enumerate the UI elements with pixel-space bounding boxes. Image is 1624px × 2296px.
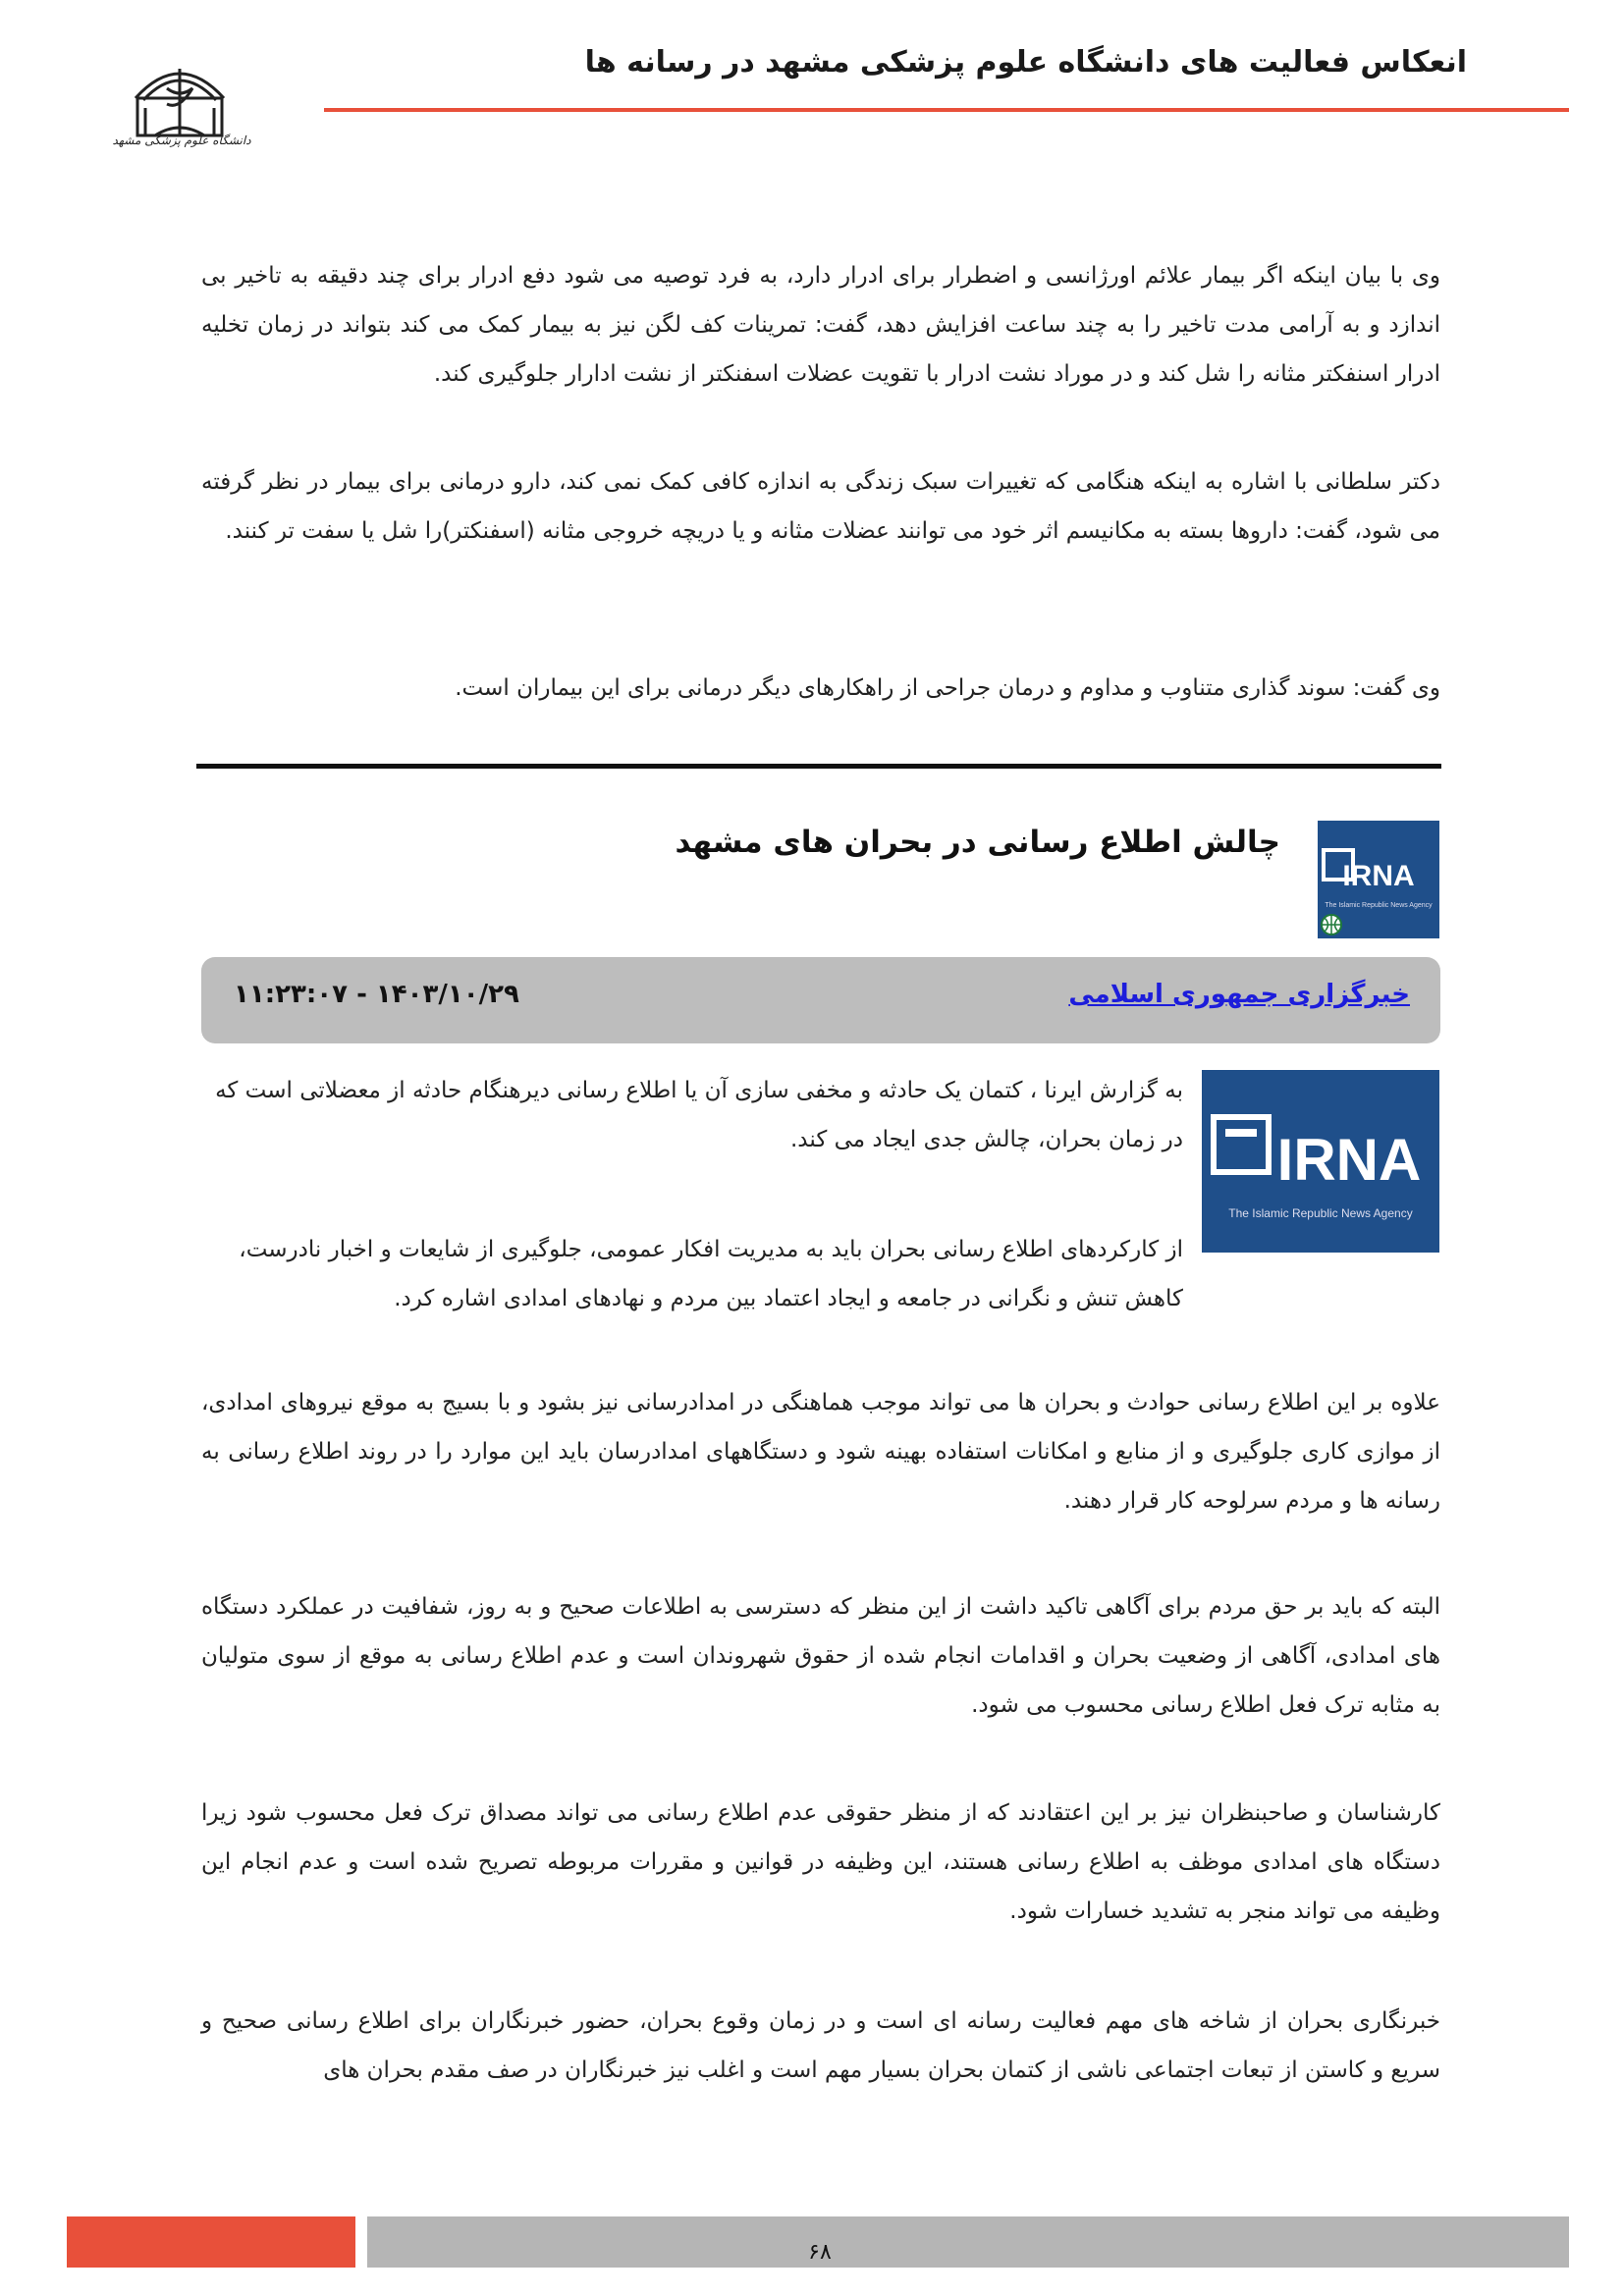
footer-accent-bar — [67, 2216, 355, 2268]
university-emblem-icon — [116, 39, 244, 167]
university-logo — [112, 39, 251, 167]
footer-gray-bar — [367, 2216, 1569, 2268]
paragraph: البته که باید بر حق مردم برای آگاهی تاکید داشت از این منظر که دسترسی به اطلاعات صحیح و به روز، شفافیت در عملکرد دستگاه های امدادی، آگاهی از وضعیت بحران و اقدامات انجام شده از حقوق شهروندان است و عدم اطلاع رسانی به موقع از سوی متولیان به مثابه ترک فعل اطلاع رسانی محسوب می شود. — [201, 1594, 1440, 1718]
section-separator — [196, 764, 1441, 769]
paragraph: به گزارش ایرنا ، کتمان یک حادثه و مخفی سازی آن یا اطلاع رسانی دیرهنگام حادثه از معضلاتی است که در زمان بحران، چالش جدی ایجاد می کند. — [215, 1078, 1183, 1152]
news-title: چالش اطلاع رسانی در بحران های مشهد — [675, 825, 1280, 860]
news-datetime: ۱۴۰۳/۱۰/۲۹ - ۱۱:۲۳:۰۷ — [234, 980, 519, 1009]
logo-caption: دانشگاه علوم پزشکی مشهد — [112, 133, 251, 147]
paragraph: خبرنگاری بحران از شاخه های مهم فعالیت رسانه ای است و در زمان وقوع بحران، حضور خبرنگاران برای اطلاع رسانی صحیح و سریع و کاستن از تبعات اجتماعی ناشی از کتمان بحران بسیار مهم است و اغلب نیز خبرنگاران در صف مقدم بحران های — [201, 2008, 1440, 2083]
irna-logo-large — [1202, 1070, 1439, 1253]
paragraph: دکتر سلطانی با اشاره به اینکه هنگامی که تغییرات سبک زندگی به اندازه کافی کمک نمی کند، دارو درمانی برای بیمار در نظر گرفته می شود، گفت: داروها بسته به مکانیسم اثر خود می توانند عضلات مثانه و یا دریچه خروجی مثانه (اسفنکتر)را شل یا سفت تر کنند. — [201, 469, 1440, 544]
paragraph: علاوه بر این اطلاع رسانی حوادث و بحران ها می تواند موجب هماهنگی در امدادرسانی نیز بشود و با بسیج به موقع نیروهای امدادی، از موازی کاری جلوگیری و از منابع و امکانات استفاده بهینه شود و دستگاههای امدادرسان باید این موارد را در روند اطلاع رسانی به رسانه ها و مردم سرلوحه کار قرار دهند. — [201, 1390, 1440, 1514]
irna-logo-small — [1318, 821, 1439, 938]
paragraph: وی با بیان اینکه اگر بیمار علائم اورژانسی و اضطرار برای ادرار دارد، به فرد توصیه می شود دفع ادرار برای چند دقیقه به تاخیر بی اندازد و به آرامی مدت تاخیر را به چند ساعت افزایش دهد، گفت: تمرینات کف لگن نیز به بیمار کمک می کند بتواند در زمان تخلیه ادرار اسنفکتر مثانه را شل کند و در موراد نشت ادرار با تقویت عضلات اسفنکتر از نشت ادارار جلوگیری کند. — [201, 263, 1440, 387]
paragraph: کارشناسان و صاحبنظران نیز بر این اعتقادند که از منظر حقوقی عدم اطلاع رسانی می تواند مصداق ترک فعل محسوب شود زیرا دستگاه های امدادی موظف به اطلاع رسانی هستند، این وظیفه در قوانین و مقررات مربوطه تصریح شده است و عدم انجام این وظیفه می تواند منجر به تشدید خسارات شود. — [201, 1800, 1440, 1924]
logo-wordmark: IRNA — [1276, 1127, 1422, 1193]
paragraph: از کارکردهای اطلاع رسانی بحران باید به مدیریت افکار عمومی، جلوگیری از شایعات و اخبار نادرست، کاهش تنش و نگرانی در جامعه و ایجاد اعتماد بین مردم و نهادهای امدادی اشاره کرد. — [239, 1237, 1183, 1311]
logo-subtitle: The Islamic Republic News Agency — [1325, 902, 1433, 909]
page-number: ۶۸ — [808, 2240, 832, 2265]
logo-subtitle: The Islamic Republic News Agency — [1228, 1206, 1413, 1220]
logo-wordmark: IRNA — [1342, 860, 1415, 892]
irna-logo-icon — [1318, 821, 1439, 938]
irna-logo-icon — [1202, 1070, 1439, 1253]
paragraph: وی گفت: سوند گذاری متناوب و مداوم و درمان جراحی از راهکارهای دیگر درمانی برای این بیماران است. — [455, 675, 1440, 701]
document-header-title: انعکاس فعالیت های دانشگاه علوم پزشکی مشهد در رسانه ها — [584, 45, 1467, 80]
header-rule — [324, 108, 1569, 112]
agency-link[interactable]: خبرگزاری جمهوری اسلامی — [1068, 980, 1410, 1009]
